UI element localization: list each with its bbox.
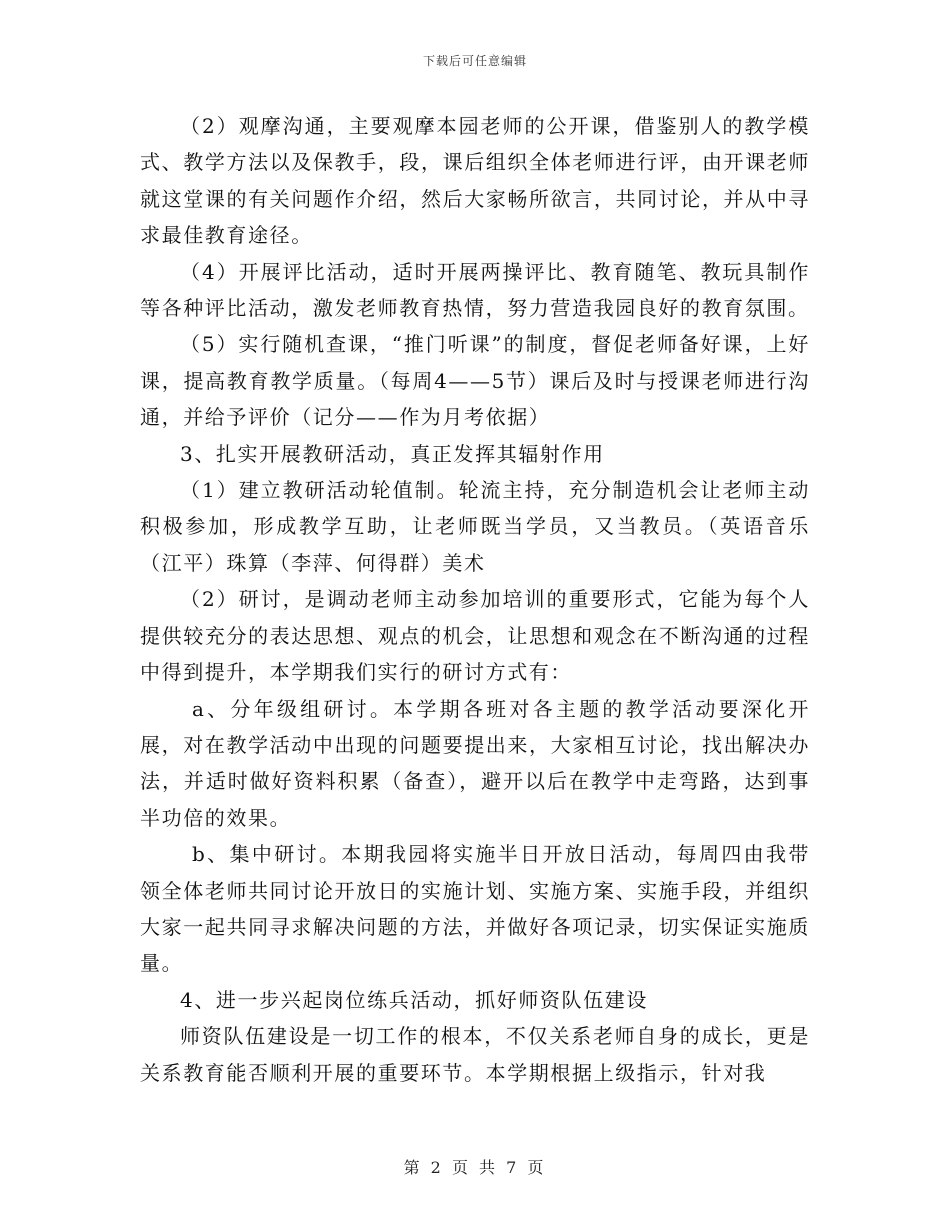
paragraph-evaluation-activities: （4）开展评比活动，适时开展两操评比、教育随笔、教玩具制作等各种评比活动，激发老师教育热情，努力营造我园良好的教育氛围。 (140, 259, 810, 321)
paragraph-staff-building: 师资队伍建设是一切工作的根本，不仅关系老师自身的成长，更是关系教育能否顺利开展的重要环节。本学期根据上级指示，针对我 (140, 1024, 810, 1085)
paragraph-centralized-discussion: b、集中研讨。本期我园将实施半日开放日活动，每周四由我带领全体老师共同讨论开放日的实施计划、实施方案、实施手段，并组织大家一起共同寻求解决问题的方法，并做好各项记录，切实保证实施质量。 (140, 842, 810, 976)
page-header: 下载后可任意编辑 (422, 54, 527, 68)
section-heading-staff-building: 4、进一步兴起岗位练兵活动，抓好师资队伍建设 (180, 987, 648, 1012)
section-heading-teaching-research: 3、扎实开展教研活动，真正发挥其辐射作用 (180, 441, 605, 466)
paragraph-grade-group-discussion: a、分年级组研讨。本学期各班对各主题的教学活动要深化开展，对在教学活动中出现的问题要提出来，大家相互讨论，找出解决办法，并适时做好资料积累（备查），避开以后在教学中走弯路，达到事半功倍的效果。 (140, 696, 810, 830)
paragraph-discussion: （2）研讨，是调动老师主动参加培训的重要形式，它能为每个人提供较充分的表达思想、观点的机会，让思想和观念在不断沟通的过程中得到提升，本学期我们实行的研讨方式有： (140, 587, 810, 685)
page-number-footer: 第 2 页 共 7 页 (403, 1158, 547, 1177)
paragraph-observe-communicate: （2）观摩沟通，主要观摩本园老师的公开课，借鉴别人的教学模式、教学方法以及保教手，段，课后组织全体老师进行评，由开课老师就这堂课的有关问题作介绍，然后大家畅所欲言，共同讨论，并从中寻求最佳教育途径。 (140, 114, 810, 248)
document-body (140, 108, 810, 1091)
paragraph-random-class-check: （5）实行随机查课，“推门听课”的制度，督促老师备好课，上好课，提高教育教学质量。（每周4——5节）课后及时与授课老师进行沟通，并给予评价（记分——作为月考依据） (140, 332, 810, 430)
paragraph-rotation-system: （1）建立教研活动轮值制。轮流主持，充分制造机会让老师主动积极参加，形成教学互助，让老师既当学员，又当教员。（英语音乐（江平）珠算（李萍、何得群）美术 (140, 478, 810, 575)
